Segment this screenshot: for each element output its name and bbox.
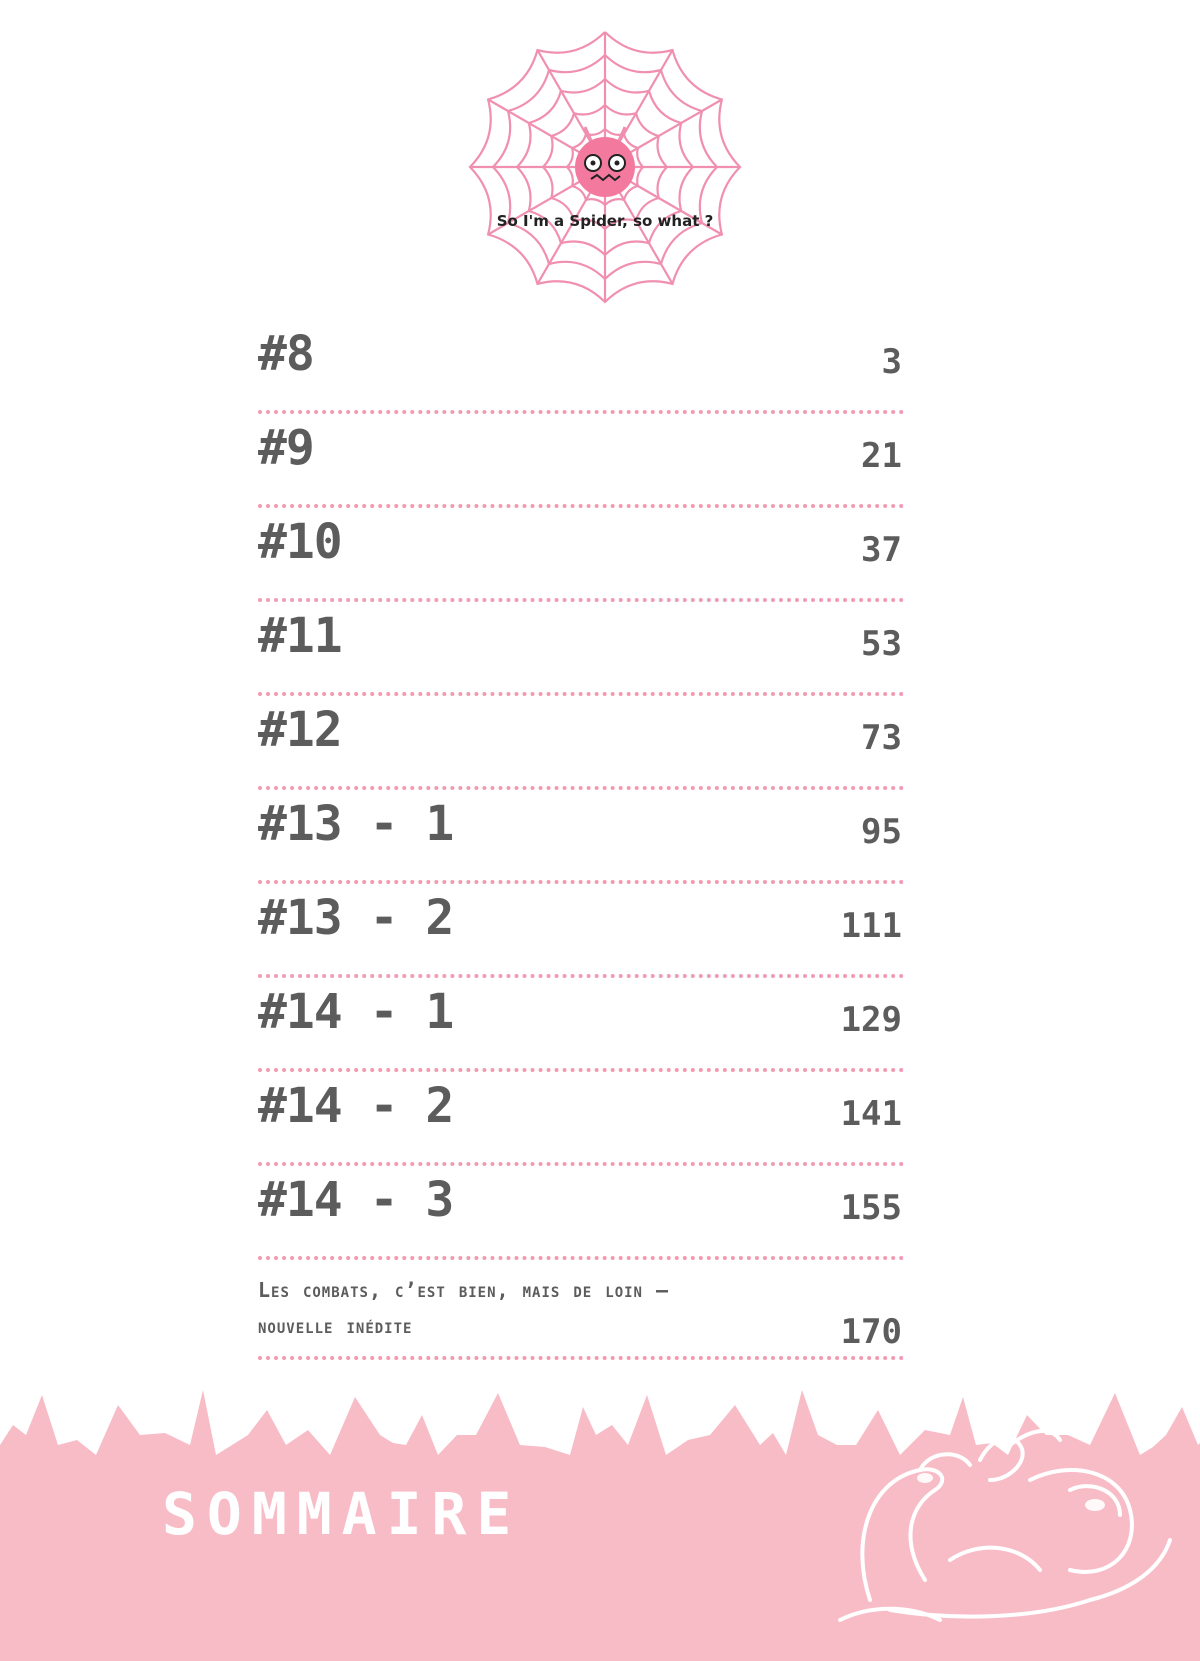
spider-web-logo — [460, 22, 750, 312]
toc-entry — [258, 508, 904, 602]
page-number: 53 — [861, 624, 902, 664]
toc-entry-novella — [258, 1260, 904, 1360]
page-number: 3 — [881, 342, 902, 382]
page-number: 141 — [840, 1094, 902, 1134]
toc-entry — [258, 602, 904, 696]
toc-entry — [258, 790, 904, 884]
page-number: 21 — [861, 436, 902, 476]
novella-title — [258, 1272, 778, 1344]
toc-entry — [258, 320, 904, 414]
chapter-number: #9 — [258, 420, 314, 476]
chapter-number: #13 - 1 — [258, 796, 454, 852]
toc-entry — [258, 696, 904, 790]
page-number: 95 — [861, 812, 902, 852]
page-number: 129 — [840, 1000, 902, 1040]
chapter-number: #14 - 3 — [258, 1172, 454, 1228]
chapter-number: #12 — [258, 702, 342, 758]
page-number: 111 — [840, 906, 902, 946]
page-number: 37 — [861, 530, 902, 570]
toc-entry — [258, 414, 904, 508]
chapter-number: #10 — [258, 514, 342, 570]
chapter-number: #13 - 2 — [258, 890, 454, 946]
toc-entry — [258, 1072, 904, 1166]
page-number: 170 — [840, 1312, 902, 1352]
novella-title-line-2: nouvelle inédite — [258, 1314, 413, 1338]
chapter-number: #14 - 1 — [258, 984, 454, 1040]
page-number: 155 — [840, 1188, 902, 1228]
page-number: 73 — [861, 718, 902, 758]
chapter-number: #8 — [258, 326, 314, 382]
novella-title-line-1: Les combats, c’est bien, mais de loin – — [258, 1278, 670, 1302]
monster-silhouettes-illustration — [830, 1420, 1190, 1640]
chapter-number: #14 - 2 — [258, 1078, 454, 1134]
logo-tagline: So I'm a Spider, so what ? — [496, 212, 714, 230]
toc-entry — [258, 978, 904, 1072]
toc-entry — [258, 1166, 904, 1260]
chapter-number: #11 — [258, 608, 342, 664]
toc-entry — [258, 884, 904, 978]
table-of-contents — [258, 320, 904, 1360]
page-title: SOMMAIRE — [162, 1480, 522, 1548]
